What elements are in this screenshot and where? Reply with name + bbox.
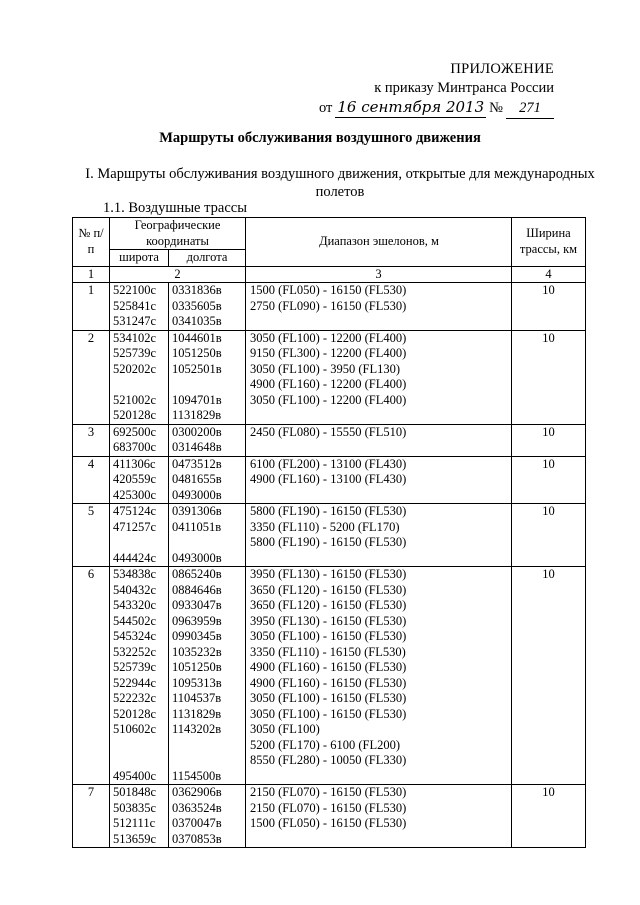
longitude-cell (169, 567, 246, 785)
latitude-cell-line: 525739с (113, 346, 157, 360)
range-cell-line (250, 551, 508, 567)
from-label: от (318, 100, 333, 116)
row-number: 5 (73, 504, 110, 567)
latitude-cell (110, 567, 169, 785)
range-cell-line: 5800 (FL190) - 16150 (FL530) (250, 504, 407, 518)
row-number: 7 (73, 785, 110, 848)
range-cell-line (250, 488, 508, 504)
longitude-cell-line: 1044601в (172, 330, 222, 345)
row-number: 6 (73, 567, 110, 785)
latitude-cell-line: 501848с (113, 785, 157, 799)
range-cell (246, 283, 512, 331)
longitude-cell-line: 0493000в (172, 550, 222, 565)
width-cell: 10 (512, 785, 586, 848)
range-cell-line: 3650 (FL120) - 16150 (FL530) (250, 582, 407, 597)
latitude-cell-line: 471257с (113, 519, 157, 534)
latitude-cell-line: 420559с (113, 472, 157, 486)
row-number: 1 (73, 283, 110, 331)
row-number: 3 (73, 424, 110, 456)
index-cell: 4 (512, 266, 586, 283)
latitude-cell (110, 283, 169, 331)
table-row (73, 567, 586, 785)
latitude-cell-line: 520202с (113, 361, 157, 376)
longitude-cell-line: 0865240в (172, 567, 222, 581)
latitude-cell-line (113, 535, 165, 551)
range-cell-line: 3950 (FL130) - 16150 (FL530) (250, 567, 407, 581)
range-cell (246, 567, 512, 785)
range-cell-line: 6100 (FL200) - 13100 (FL430) (250, 456, 407, 471)
longitude-cell-line: 0990345в (172, 629, 222, 643)
range-cell-line: 4900 (FL160) - 16150 (FL530) (250, 660, 407, 674)
routes-table (72, 217, 586, 848)
range-cell-line: 3350 (FL110) - 16150 (FL530) (250, 644, 406, 659)
table-row (73, 283, 586, 331)
longitude-cell (169, 785, 246, 848)
index-row (73, 266, 586, 283)
longitude-cell (169, 504, 246, 567)
range-cell (246, 504, 512, 567)
header-num: № п/п (73, 218, 110, 267)
longitude-cell-line: 1104537в (172, 691, 222, 705)
header-lon: долгота (169, 250, 246, 267)
longitude-cell-line (172, 738, 242, 754)
latitude-cell-line: 692500с (113, 424, 157, 439)
longitude-cell (169, 330, 246, 424)
longitude-cell (169, 283, 246, 331)
range-cell-line: 2450 (FL080) - 15550 (FL510) (250, 424, 407, 439)
table-row (73, 456, 586, 504)
range-cell-line: 4900 (FL160) - 12200 (FL400) (250, 377, 407, 391)
range-cell-line: 4900 (FL160) - 16150 (FL530) (250, 675, 407, 690)
row-number: 4 (73, 456, 110, 504)
latitude-cell-line: 475124с (113, 504, 157, 518)
longitude-cell-line: 1131829в (172, 706, 222, 721)
longitude-cell-line: 0391306в (172, 504, 222, 518)
longitude-cell-line: 1052501в (172, 361, 222, 376)
appendix-title: ПРИЛОЖЕНИЕ (450, 61, 554, 77)
longitude-cell-line: 0933047в (172, 598, 222, 612)
latitude-cell-line: 543320с (113, 598, 157, 612)
latitude-cell-line: 534102с (113, 330, 157, 345)
section-heading: I. Маршруты обслуживания воздушного движения, открытые для международных полетов (85, 166, 595, 200)
range-cell-line (250, 832, 508, 848)
longitude-cell-line: 0884646в (172, 582, 222, 597)
longitude-cell-line: 1095313в (172, 675, 222, 690)
range-cell-line: 3350 (FL110) - 5200 (FL170) (250, 519, 400, 534)
latitude-cell-line: 532252с (113, 644, 157, 659)
latitude-cell-line: 444424с (113, 550, 157, 565)
row-number: 2 (73, 330, 110, 424)
longitude-cell-line (172, 377, 242, 393)
longitude-cell-line (172, 535, 242, 551)
longitude-cell-line: 0493000в (172, 487, 222, 502)
width-cell: 10 (512, 283, 586, 331)
longitude-cell-line: 1051250в (172, 346, 222, 360)
latitude-cell-line: 411306с (113, 456, 156, 471)
latitude-cell-line: 540432с (113, 582, 157, 597)
latitude-cell-line: 525841с (113, 298, 157, 313)
longitude-cell-line: 1035232в (172, 644, 222, 659)
range-cell-line: 5800 (FL190) - 16150 (FL530) (250, 535, 407, 549)
longitude-cell-line: 0411051в (172, 519, 222, 534)
range-cell-line: 4900 (FL160) - 13100 (FL430) (250, 472, 407, 486)
longitude-cell-line: 1154500в (172, 768, 222, 783)
header-lat: широта (110, 250, 169, 267)
longitude-cell-line: 0362906в (172, 785, 222, 799)
index-cell: 3 (246, 266, 512, 283)
latitude-cell-line: 525739с (113, 660, 157, 674)
range-cell-line: 3050 (FL100) - 16150 (FL530) (250, 706, 407, 721)
table-row (73, 330, 586, 424)
longitude-cell-line (172, 753, 242, 769)
latitude-cell-line: 544502с (113, 613, 157, 628)
range-cell-line: 5200 (FL170) - 6100 (FL200) (250, 737, 400, 752)
range-cell-line: 3050 (FL100) - 12200 (FL400) (250, 392, 407, 407)
longitude-cell-line: 0331836в (172, 283, 222, 297)
latitude-cell-line: 510602с (113, 722, 157, 736)
longitude-cell-line: 1051250в (172, 660, 222, 674)
routes-table-body (73, 283, 586, 848)
longitude-cell-line: 1131829в (172, 408, 222, 422)
order-reference: к приказу Минтранса России (374, 80, 554, 96)
range-cell-line: 3050 (FL100) - 12200 (FL400) (250, 330, 407, 345)
range-cell-line: 3050 (FL100) - 16150 (FL530) (250, 691, 407, 705)
range-cell-line: 3050 (FL100) - 16150 (FL530) (250, 629, 407, 643)
range-cell-line: 3050 (FL100) - 3950 (FL130) (250, 361, 400, 376)
range-cell-line: 2150 (FL070) - 16150 (FL530) (250, 800, 407, 815)
range-cell-line: 2750 (FL090) - 16150 (FL530) (250, 298, 407, 313)
latitude-cell-line: 520128с (113, 706, 157, 721)
longitude-cell-line: 0370047в (172, 816, 222, 830)
latitude-cell (110, 456, 169, 504)
latitude-cell-line: 512111с (113, 816, 156, 830)
range-cell-line: 3050 (FL100) (250, 722, 320, 736)
range-cell-line: 9150 (FL300) - 12200 (FL400) (250, 346, 407, 360)
handwritten-number: 271 (506, 99, 554, 119)
latitude-cell-line: 522944с (113, 675, 157, 690)
latitude-cell-line: 545324с (113, 629, 157, 643)
range-cell-line: 2150 (FL070) - 16150 (FL530) (250, 785, 407, 799)
latitude-cell (110, 330, 169, 424)
table-row (73, 424, 586, 456)
width-cell: 10 (512, 567, 586, 785)
range-cell (246, 424, 512, 456)
appendix-block (319, 60, 554, 119)
handwritten-date: 16 сентября 2013 (337, 98, 485, 116)
range-cell (246, 456, 512, 504)
width-cell: 10 (512, 330, 586, 424)
header-range: Диапазон эшелонов, м (246, 218, 512, 267)
header-coords: Географические координаты (110, 218, 246, 250)
latitude-cell-line: 503835с (113, 800, 157, 815)
range-cell (246, 785, 512, 848)
longitude-cell-line: 0481655в (172, 472, 222, 486)
header-width: Ширина трассы, км (512, 218, 586, 267)
range-cell-line: 8550 (FL280) - 10050 (FL330) (250, 753, 407, 767)
subsection-heading: 1.1. Воздушные трассы (103, 200, 247, 216)
longitude-cell-line: 0963959в (172, 613, 222, 628)
table-row (73, 785, 586, 848)
latitude-cell-line: 513659с (113, 831, 157, 846)
longitude-cell-line: 1143202в (172, 722, 222, 736)
range-cell-line (250, 314, 508, 330)
table-row (73, 504, 586, 567)
longitude-cell (169, 456, 246, 504)
range-cell-line: 3950 (FL130) - 16150 (FL530) (250, 613, 407, 628)
latitude-cell (110, 785, 169, 848)
longitude-cell-line: 1094701в (172, 392, 222, 407)
range-cell-line: 3650 (FL120) - 16150 (FL530) (250, 598, 407, 612)
index-cell: 1 (73, 266, 110, 283)
latitude-cell (110, 504, 169, 567)
latitude-cell-line: 522100с (113, 283, 157, 297)
longitude-cell-line: 0473512в (172, 456, 222, 471)
longitude-cell-line: 0300200в (172, 424, 222, 439)
latitude-cell-line: 425300с (113, 487, 157, 502)
latitude-cell-line (113, 753, 165, 769)
longitude-cell-line: 0363524в (172, 800, 222, 815)
longitude-cell-line: 0370853в (172, 831, 222, 846)
order-date-line (319, 98, 554, 119)
latitude-cell-line: 522232с (113, 691, 157, 705)
width-cell: 10 (512, 424, 586, 456)
latitude-cell-line: 683700с (113, 440, 157, 454)
latitude-cell-line: 534838с (113, 567, 157, 581)
latitude-cell-line: 495400с (113, 768, 157, 783)
latitude-cell-line (113, 738, 165, 754)
number-label: № (489, 100, 503, 116)
latitude-cell-line (113, 377, 165, 393)
latitude-cell (110, 424, 169, 456)
range-cell-line (250, 440, 508, 456)
latitude-cell-line: 521002с (113, 392, 157, 407)
width-cell: 10 (512, 504, 586, 567)
range-cell-line: 1500 (FL050) - 16150 (FL530) (250, 816, 407, 830)
longitude-cell-line: 0314648в (172, 440, 222, 454)
longitude-cell-line: 0335605в (172, 298, 222, 313)
latitude-cell-line: 531247с (113, 314, 157, 328)
latitude-cell-line: 520128с (113, 408, 157, 422)
longitude-cell (169, 424, 246, 456)
index-cell: 2 (110, 266, 246, 283)
range-cell-line: 1500 (FL050) - 16150 (FL530) (250, 283, 407, 297)
document-title: Маршруты обслуживания воздушного движения (159, 130, 481, 146)
range-cell-line (250, 408, 508, 424)
range-cell (246, 330, 512, 424)
width-cell: 10 (512, 456, 586, 504)
longitude-cell-line: 0341035в (172, 314, 222, 328)
range-cell-line (250, 769, 508, 785)
